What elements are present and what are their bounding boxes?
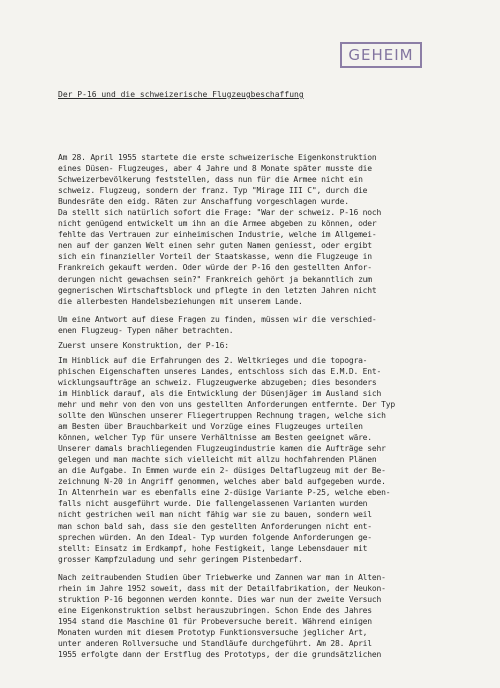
text-line: man schon bald sah, dass sie den gestellten Anforderungen nicht ent- — [58, 521, 372, 531]
text-line: nicht gestrichen weil man nicht fähig war sie zu bauen, sondern weil — [58, 510, 372, 520]
text-line: eines Düsen- Flugzeuges, aber 4 Jahre und 8 Monate später musste die — [58, 164, 372, 174]
document-body — [58, 152, 496, 660]
text-line: Da stellt sich natürlich sofort die Frage: "War der schweiz. P-16 noch — [58, 208, 382, 218]
text-line: nicht genügend entwickelt um ihn an die Armee abgeben zu können, oder — [58, 219, 377, 229]
text-line: Bundesräte den eidg. Räten zur Anschaffung vorgeschlagen wurde. — [58, 197, 349, 207]
text-line: gelegen und man machte sich vielleicht mit allzu hochfahrenden Plänen — [58, 455, 377, 465]
text-line: rhein im Jahre 1952 soweit, dass mit der Detailfabrikation, der Neukon- — [58, 583, 386, 593]
text-line: phischen Eigenschaften unseres Landes, entschloss sich das E.M.D. Ent- — [58, 366, 382, 376]
paragraph — [58, 340, 496, 351]
text-line: sollte den Wünschen unserer Fliegertruppen Rechnung tragen, welche sich — [58, 411, 386, 421]
text-line: In Altenrhein war es ebenfalls eine 2-düsige Variante P-25, welche eben- — [58, 488, 391, 498]
text-line: sich ein finanzieller Vorteil der Staatskasse, wenn die Flugzeuge in — [58, 252, 372, 262]
text-line: gegnerischen Wirtschaftsblock und pflegte in den letzten Jahren nicht — [58, 285, 377, 295]
text-line: im Hinblick darauf, als die Entwicklung der Düsenjäger im Ausland sich — [58, 388, 382, 398]
text-line: Um eine Antwort auf diese Fragen zu finden, müssen wir die verschied- — [58, 314, 377, 324]
paragraph-gap — [58, 307, 496, 314]
text-line: struktion P-16 begonnen werden konnte. Dies war nun der zweite Versuch — [58, 594, 382, 604]
text-line: Monaten wurden mit diesem Prototyp Funktionsversuche jeglicher Art, — [58, 627, 368, 637]
text-line: Am 28. April 1955 startete die erste schweizerische Eigenkonstruktion — [58, 153, 377, 162]
text-line: nen auf der ganzen Welt einen sehr guten Namen geniesst, oder ergibt — [58, 241, 372, 251]
paragraph-gap — [58, 565, 496, 572]
text-line: Unserer damals brachliegenden Flugzeugindustrie kamen die Aufträge sehr — [58, 444, 386, 454]
text-line: stellt: Einsatz im Erdkampf, hohe Festigkeit, lange Lebensdauer mit — [58, 543, 368, 553]
text-line: 1954 stand die Maschine 01 für Probeversuche bereit. Während einigen — [58, 616, 372, 626]
text-line: sprechen würden. An den Ideal- Typ wurden folgende Anforderungen ge- — [58, 532, 372, 542]
text-line: am Besten über Brauchbarkeit und Vorzüge eines Flugzeuges urteilen — [58, 422, 363, 432]
text-line: können, welcher Typ für unsere Verhältnisse am Besten geeignet wäre. — [58, 433, 372, 443]
text-line: Schweizerbevölkerung feststellen, dass nun für die Armee nicht ein — [58, 175, 363, 185]
text-line: wicklungsaufträge an schweiz. Flugzeugwerke abzugeben; dies besonders — [58, 377, 377, 387]
text-line: an die Aufgabe. In Emmen wurde ein 2- düsiges Deltaflugzeug mit der Be- — [58, 466, 386, 476]
text-line: Im Hinblick auf die Erfahrungen des 2. Weltkrieges und die topogra- — [58, 355, 368, 365]
text-line: enen Flugzeug- Typen näher betrachten. — [58, 325, 234, 335]
paragraph — [58, 355, 496, 565]
paragraph — [58, 314, 496, 336]
geheim-stamp: GEHEIM — [340, 42, 422, 68]
text-line: falls nicht ausgeführt wurde. Die fallengelassenen Varianten wurden — [58, 499, 368, 509]
text-line: unter anderen Rollversuche und Standläufe durchgeführt. Am 28. April — [58, 638, 372, 648]
text-line: Nach zeitraubenden Studien über Triebwerke und Zannen war man in Alten- — [58, 572, 386, 582]
text-line: grosser Kampfzuladung und sehr geringem Pistenbedarf. — [58, 554, 303, 564]
text-line: eine Eigenkonstruktion selbst herauszubringen. Schon Ende des Jahres — [58, 605, 372, 615]
text-line: zeichnung N-20 in Angriff genommen, welches aber bald aufgegeben wurde. — [58, 477, 386, 487]
text-line: derungen nicht gewachsen sein?" Frankreich gehört ja bekanntlich zum — [58, 274, 372, 284]
text-line: 1955 erfolgte dann der Erstflug des Prototyps, der die grundsätzlichen — [58, 650, 382, 660]
paragraph — [58, 572, 496, 660]
text-line: Zuerst unsere Konstruktion, der P-16: — [58, 340, 229, 350]
text-line: fehlte das Vertrauen zur einheimischen Industrie, welche im Allgemei- — [58, 230, 377, 240]
text-line: Frankreich gekauft werden. Oder würde der P-16 den gestellten Anfor- — [58, 263, 372, 273]
document-title: Der P-16 und die schweizerische Flugzeugbeschaffung — [58, 90, 304, 99]
text-line: die allerbesten Handelsbeziehungen mit unserem Lande. — [58, 296, 303, 306]
text-line: schweiz. Flugzeug, sondern der franz. Typ "Mirage III C", durch die — [58, 186, 368, 196]
text-line: mehr und mehr von den von uns gestellten Anforderungen entfernte. Der Typ — [58, 399, 395, 409]
paragraph — [58, 152, 496, 307]
